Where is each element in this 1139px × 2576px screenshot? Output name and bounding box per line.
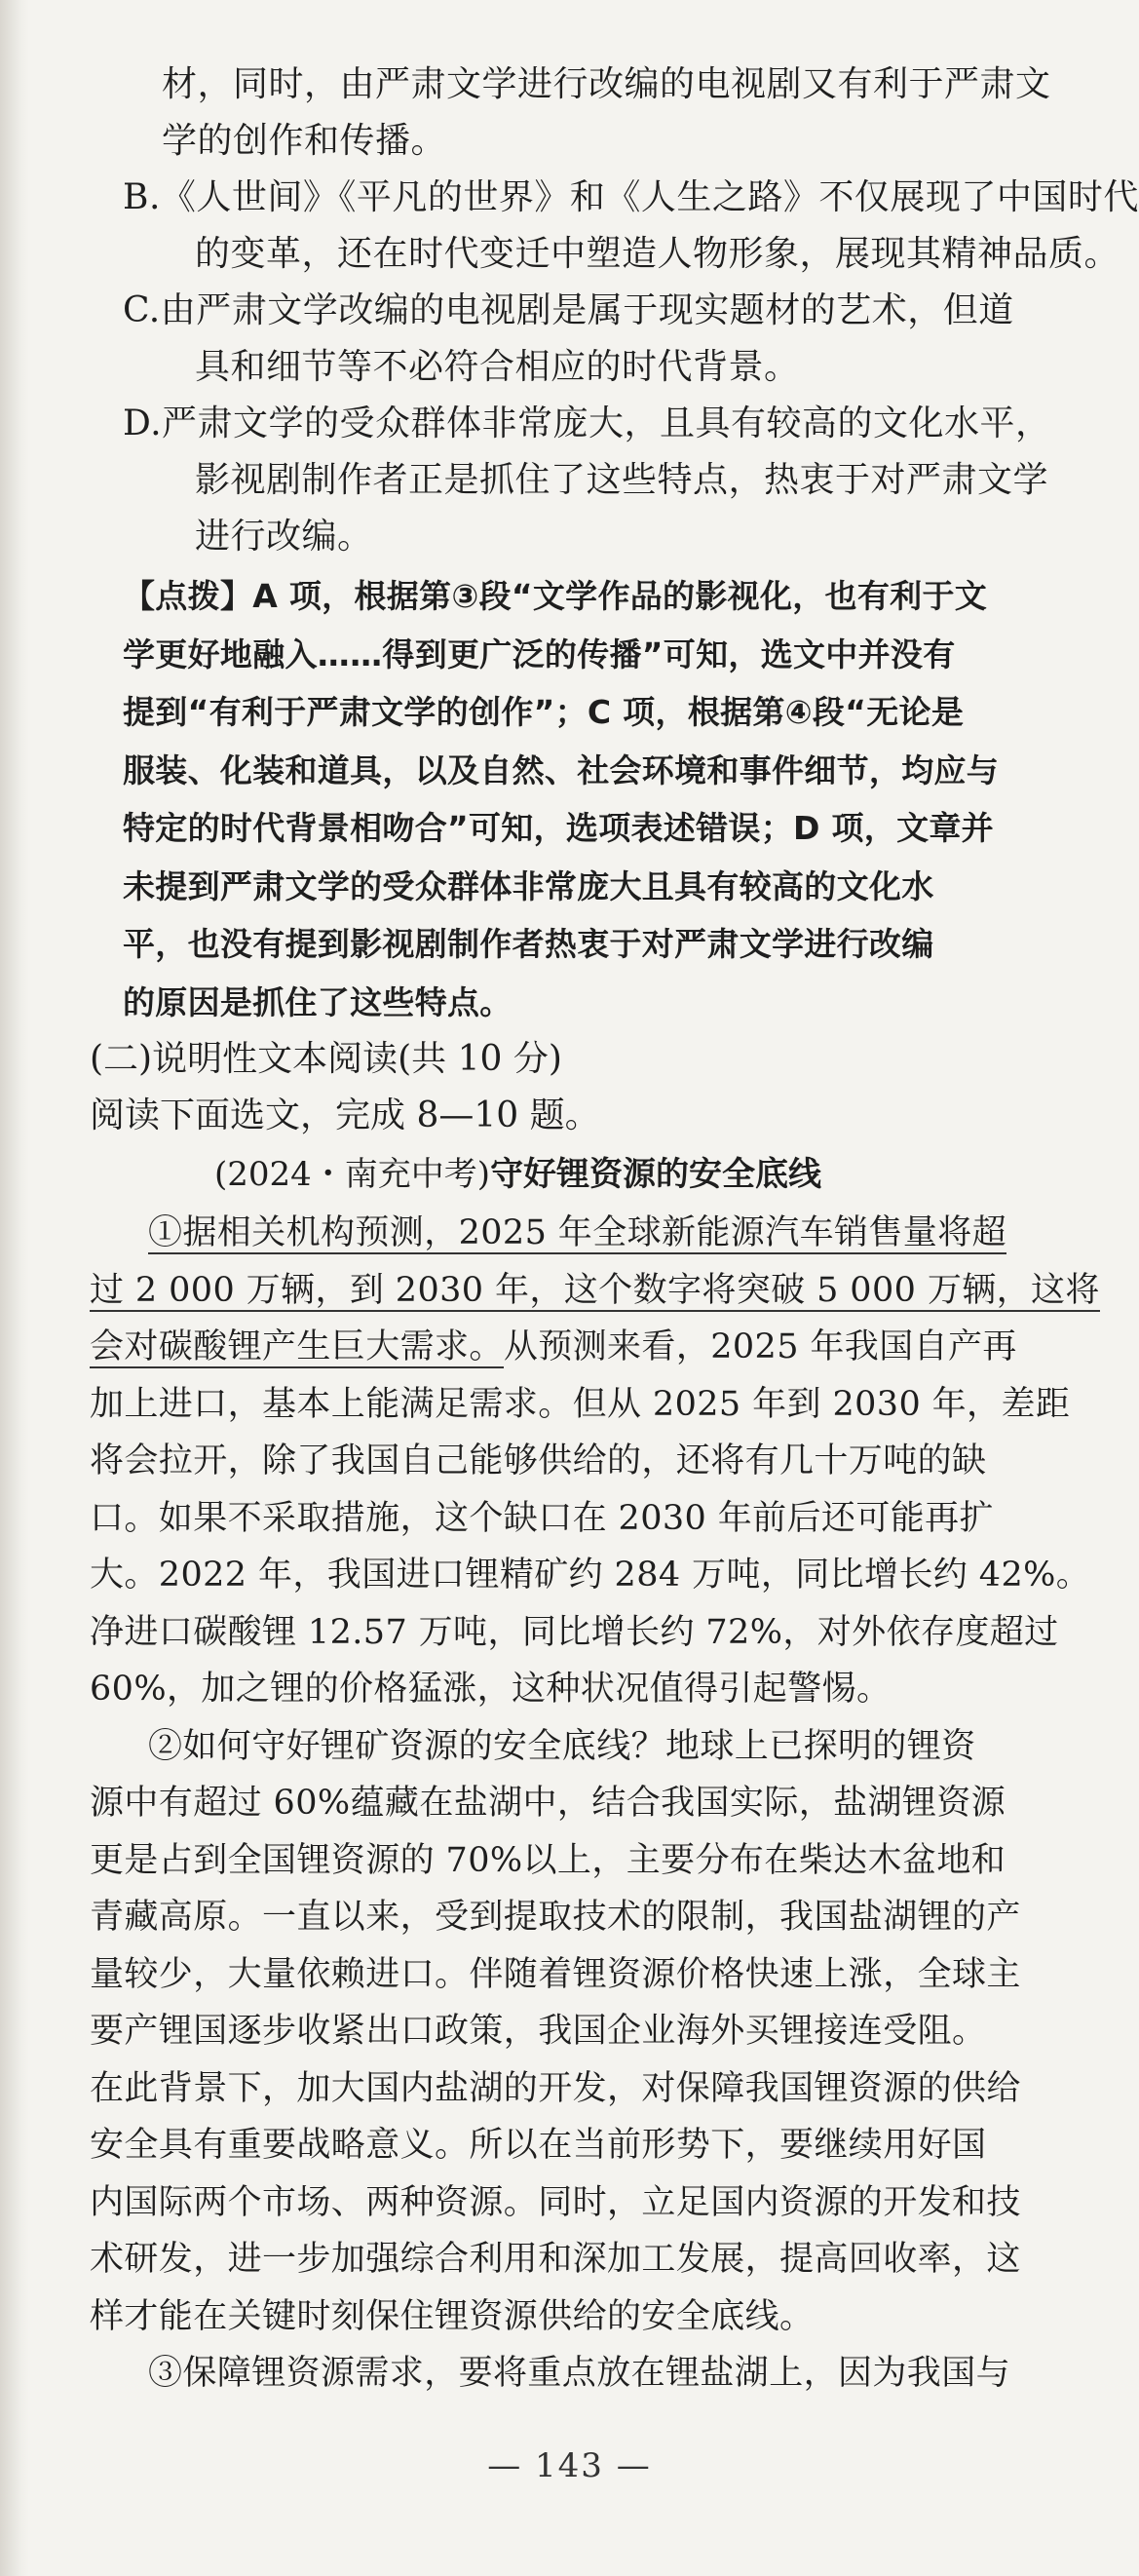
text-line: 安全具有重要战略意义。所以在当前形势下，要继续用好国 xyxy=(90,2126,987,2165)
text-run: 从预测来看，2025 年我国自产再 xyxy=(503,1327,1017,1366)
tip-line: 特定的时代背景相吻合”可知，选项表述错误；D 项，文章并 xyxy=(123,809,994,847)
text-line: 加上进口，基本上能满足需求。但从 2025 年到 2030 年，差距 xyxy=(90,1384,1071,1424)
tip-line: 【点拨】A 项，根据第③段“文学作品的影视化，也有利于文 xyxy=(123,577,988,615)
option-b-line: 的变革，还在时代变迁中塑造人物形象，展现其精神品质。 xyxy=(195,234,1120,274)
tip-line: 服装、化装和道具，以及自然、社会环境和事件细节，均应与 xyxy=(123,750,1000,789)
text-line: 量较少，大量依赖进口。伴随着锂资源价格快速上涨，全球主 xyxy=(90,1954,1021,1994)
tip-line: 的原因是抓住了这些特点。 xyxy=(123,982,513,1021)
tip-line: 提到“有利于严肃文学的创作”；C 项，根据第④段“无论是 xyxy=(123,693,965,731)
text-line: 要产锂国逐步收紧出口政策，我国企业海外买锂接连受阻。 xyxy=(90,2012,987,2051)
text-line: 术研发，进一步加强综合利用和深加工发展，提高回收率，这 xyxy=(90,2240,1021,2279)
section-heading: (二)说明性文本阅读(共 10 分) xyxy=(90,1039,562,1079)
article-source: (2024・南充中考) xyxy=(214,1155,491,1194)
text-line: 学的创作和传播。 xyxy=(162,121,447,161)
text-line: ②如何守好锂矿资源的安全底线？地球上已探明的锂资 xyxy=(148,1726,976,1766)
article-title-text: 守好锂资源的安全底线 xyxy=(490,1155,822,1194)
text-line: 样才能在关键时刻保住锂资源供给的安全底线。 xyxy=(90,2296,815,2336)
option-b: B.《人世间》《平凡的世界》和《人生之路》不仅展现了中国时代 xyxy=(123,177,1139,217)
option-d: D.严肃文学的受众群体非常庞大，且具有较高的文化水平， xyxy=(123,404,1051,443)
underlined-sentence: 过 2 000 万辆，到 2030 年，这个数字将突破 5 000 万辆，这将 xyxy=(90,1270,1100,1310)
text-line: ③保障锂资源需求，要将重点放在锂盐湖上，因为我国与 xyxy=(148,2354,1011,2393)
option-c: C.由严肃文学改编的电视剧是属于现实题材的艺术，但道 xyxy=(123,290,1014,330)
tip-line: 平，也没有提到影视剧制作者热衷于对严肃文学进行改编 xyxy=(123,925,934,963)
text-line: 口。如果不采取措施，这个缺口在 2030 年前后还可能再扩 xyxy=(90,1498,994,1538)
tip-line: 学更好地融入……得到更广泛的传播”可知，选文中并没有 xyxy=(123,634,956,673)
text-line: 在此背景下，加大国内盐湖的开发，对保障我国锂资源的供给 xyxy=(90,2068,1021,2108)
book-gutter-shadow xyxy=(0,0,29,2576)
article-title xyxy=(90,1144,1100,1205)
text-line: 材，同时，由严肃文学进行改编的电视剧又有利于严肃文 xyxy=(162,64,1051,104)
option-d-line: 进行改编。 xyxy=(195,517,373,557)
text-line: 更是占到全国锂资源的 70%以上，主要分布在柴达木盆地和 xyxy=(90,1840,1006,1880)
option-c-line: 具和细节等不必符合相应的时代背景。 xyxy=(195,347,800,387)
text-line: 将会拉开，除了我国自己能够供给的，还将有几十万吨的缺 xyxy=(90,1442,987,1480)
text-line: 内国际两个市场、两种资源。同时，立足国内资源的开发和技 xyxy=(90,2182,1021,2222)
tip-block xyxy=(90,567,1100,1031)
paragraph-1 xyxy=(90,1205,1100,1718)
text-line: 青藏高原。一直以来，受到提取技术的限制，我国盐湖锂的产 xyxy=(90,1898,1021,1937)
text-line: 60%，加之锂的价格猛涨，这种状况值得引起警惕。 xyxy=(90,1670,892,1709)
option-d-line: 影视剧制作者正是抓住了这些特点，热衷于对严肃文学 xyxy=(195,460,1049,500)
text-line: 源中有超过 60%蕴藏在盐湖中，结合我国实际，盐湖锂资源 xyxy=(90,1784,1006,1823)
text-line: 大。2022 年，我国进口锂精矿约 284 万吨，同比增长约 42%。 xyxy=(90,1556,1091,1595)
section-instruction: 阅读下面选文，完成 8—10 题。 xyxy=(90,1096,600,1135)
page-number: — 143 — xyxy=(487,2446,652,2485)
paragraph-2 xyxy=(90,1718,1100,2346)
tip-line: 未提到严肃文学的受众群体非常庞大且具有较高的文化水 xyxy=(123,866,934,905)
underlined-sentence: 会对碳酸锂产生巨大需求。 xyxy=(90,1327,504,1366)
paragraph-3 xyxy=(90,2345,1100,2403)
underlined-sentence: ①据相关机构预测，2025 年全球新能源汽车销售量将超 xyxy=(148,1213,1006,1252)
text-line: 净进口碳酸锂 12.57 万吨，同比增长约 72%，对外依存度超过 xyxy=(90,1612,1059,1652)
